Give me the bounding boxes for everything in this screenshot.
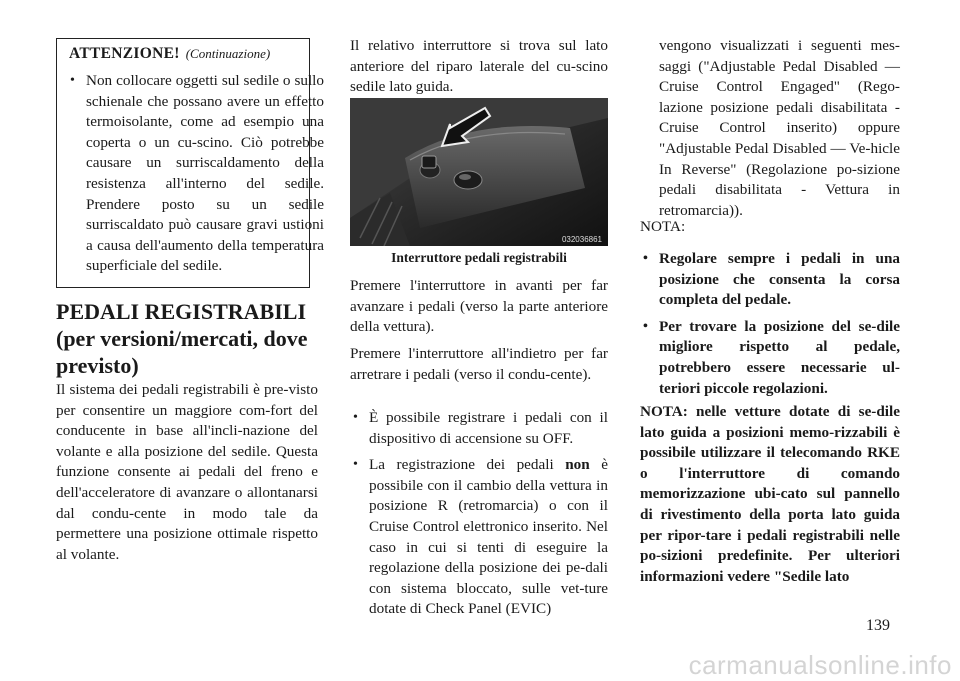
list-item (350, 408, 608, 449)
warning-box (56, 38, 324, 288)
page-number: 139 (866, 617, 890, 634)
bullet-text-emphasis: non (565, 456, 590, 474)
evic-messages-paragraph: vengono visualizzati i seguenti mes-saggi ("Adjustable Pedal Disabled — Cruise Control Engaged" (Rego-lazione posizione pedali disabilitata - Cruise Control inserito) oppure "Adjustable Pedal Disabled — Ve-hicle In Reverse" (Regolazione po-sizione pedali disabilitata - Vettura in retromarcia)). (659, 37, 900, 219)
backward-paragraph: Premere l'interruttore all'indietro per far arretrare i pedali (verso il condu-cente). (350, 345, 608, 383)
bullet-dot: • (353, 410, 358, 425)
section-heading: PEDALI REGISTRABILI (per versioni/mercati, dove previsto) (56, 299, 308, 378)
bullet-dot: • (70, 73, 75, 88)
warning-header (69, 45, 270, 63)
memory-seat-note: NOTA: nelle vetture dotate di se-dile lato guida a posizioni memo-rizzabili è possibile utilizzare il telecomando RKE o l'interruttore di comando memorizzazione ubi-cato sul pannello di rivestimento della porta lato guida per ripor-tare i pedali registrabili nelle po-sizioni predefinite. Per ulteriori informazioni vedere "Sedile lato (640, 403, 900, 585)
figure-caption: Interruttore pedali registrabili (391, 250, 567, 265)
bullet-text-ignition-off: È possibile registrare i pedali con il dispositivo di accensione su OFF. (369, 409, 608, 447)
list-item (640, 317, 900, 399)
bullet-dot: • (353, 457, 358, 473)
forward-paragraph: Premere l'interruttore in avanti per far avanzare i pedali (verso la parte anteriore della vettura). (350, 277, 608, 336)
seat-switch-illustration (350, 98, 608, 246)
watermark: carmanualsonline.info (688, 650, 952, 680)
warning-bullet (67, 71, 324, 277)
note-bullet-list (640, 249, 900, 405)
warning-continuation: (Continuazione) (185, 46, 271, 61)
bullet-text-post: è possibile con il cambio della vettura in posizione R (retromarcia) o con il Cruise Control elettronico inserito. Nel caso in cui si tenti di eseguire la regolazione della posizione dei pe-dali con sistema bloccato, sulle vet-ture dotate di Check Panel (EVIC) (369, 456, 608, 618)
column2-bullet-list (350, 408, 608, 626)
bullet-dot: • (643, 251, 648, 266)
note-bullet-text-full-travel: Regolare sempre i pedali in una posizione che consenta la corsa completa del pedale. (659, 250, 900, 309)
note-bullet-text-small-adjustments: Per trovare la posizione del se-dile migliore rispetto al pedale, potrebbero essere necessarie ul-teriori piccole regolazioni. (659, 317, 900, 397)
figure-code: 032036861 (561, 235, 602, 244)
section-intro: Il sistema dei pedali registrabili è pre-visto per consentire un maggiore com-fort del conducente in base all'incli-nazione del volante e alla posizione del sedile. Questa funzione consente ai pedali del freno e dell'acceleratore di avanzare o allontanarsi dal condu-cente in modo tale da permettere una posizione ottimale rispetto al volante. (56, 381, 318, 563)
list-item (350, 455, 608, 620)
warning-title: ATTENZIONE! (69, 45, 180, 62)
switch-location-paragraph: Il relativo interruttore si trova sul lato anteriore del riparo laterale del cu-scino sedile lato guida. (350, 37, 608, 96)
bullet-dot: • (643, 318, 648, 334)
list-item (640, 249, 900, 311)
warning-bullet-text: Non collocare oggetti sul sedile o sullo schienale che possano avere un effetto termoisolante, come ad esempio una coperta o un cu-scino. Ciò potrebbe causare un surriscaldamento della resistenza all'interno del sedile. Prendere posto su un sedile surriscaldato può causare gravi ustioni a causa dell'aumento della temperatura superficiale del sedile. (86, 72, 324, 275)
bullet-text-pre: La registrazione dei pedali (369, 456, 554, 474)
nota-label: NOTA: (640, 218, 686, 235)
adjustable-pedal-switch-photo (350, 98, 608, 246)
